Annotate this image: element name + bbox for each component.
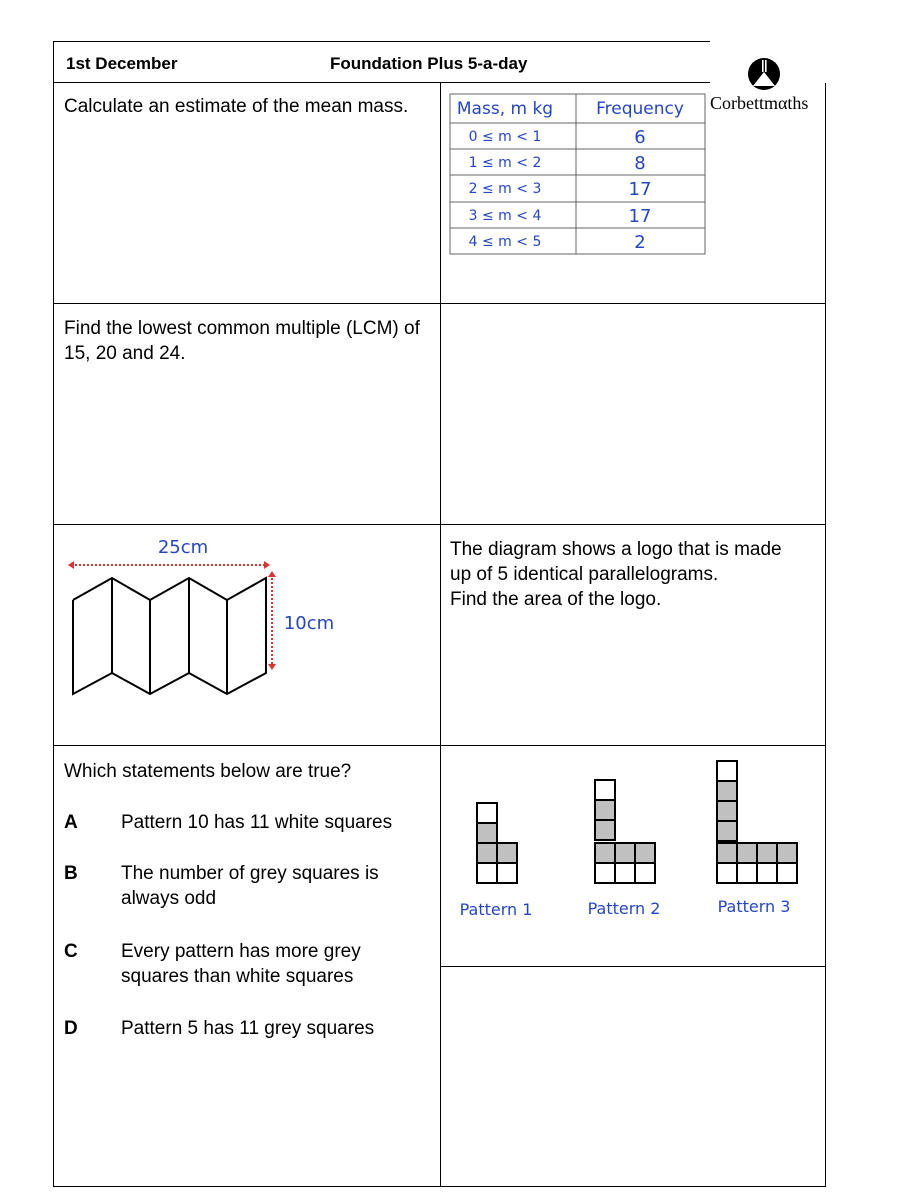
question-1-text: Calculate an estimate of the mean mass.	[64, 96, 409, 117]
pattern-label: Pattern 1	[459, 900, 533, 919]
table-cell: 4 ≤ m < 5	[468, 234, 542, 250]
table-header: Frequency	[596, 99, 684, 119]
table-cell: 2	[634, 232, 646, 253]
statement-label: A	[64, 812, 78, 833]
question-3-line: The diagram shows a logo that is made	[450, 539, 782, 560]
statement-text: Pattern 10 has 11 white squares	[121, 812, 393, 833]
table-cell: 0 ≤ m < 1	[468, 129, 542, 145]
statement-label: B	[64, 863, 78, 884]
corbettmaths-logo-icon	[742, 56, 786, 92]
question-3-line: Find the area of the logo.	[450, 589, 662, 610]
question-3-text	[450, 537, 825, 612]
statement-text: Pattern 5 has 11 grey squares	[121, 1018, 375, 1039]
divider	[440, 966, 825, 967]
divider	[54, 745, 825, 746]
table-cell: 2 ≤ m < 3	[468, 181, 542, 197]
statement-text: The number of grey squares is always odd	[121, 863, 379, 909]
divider	[54, 303, 825, 304]
statement-label: D	[64, 1018, 78, 1039]
table-header: Mass, m kg	[456, 99, 554, 119]
table-cell: 6	[634, 127, 646, 148]
pattern-label: Pattern 2	[587, 899, 661, 918]
divider	[54, 524, 825, 525]
table-cell: 17	[628, 179, 652, 200]
table-cell: 17	[628, 206, 652, 227]
question-3-line: up of 5 identical parallelograms.	[450, 564, 719, 585]
header-title: Foundation Plus 5-a-day	[330, 54, 528, 73]
table-cell: 8	[634, 153, 646, 174]
question-4-prompt: Which statements below are true?	[64, 761, 352, 782]
table-cell: 3 ≤ m < 4	[468, 208, 542, 224]
column-divider	[440, 82, 441, 1186]
statement-text: Every pattern has more grey squares than white squares	[121, 941, 361, 987]
question-2-text: Find the lowest common multiple (LCM) of 15, 20 and 24.	[64, 318, 420, 364]
pattern-label: Pattern 3	[717, 897, 791, 916]
statement-label: C	[64, 941, 78, 962]
header-date: 1st December	[66, 54, 178, 73]
parallelogram-logo-diagram	[60, 530, 350, 705]
square-patterns-diagram	[450, 755, 820, 925]
width-label: 25cm	[157, 537, 209, 558]
height-label: 10cm	[283, 613, 335, 634]
frequency-table	[449, 93, 707, 256]
table-cell: 1 ≤ m < 2	[468, 155, 542, 171]
logo-text: Corbettmαths	[710, 93, 809, 113]
